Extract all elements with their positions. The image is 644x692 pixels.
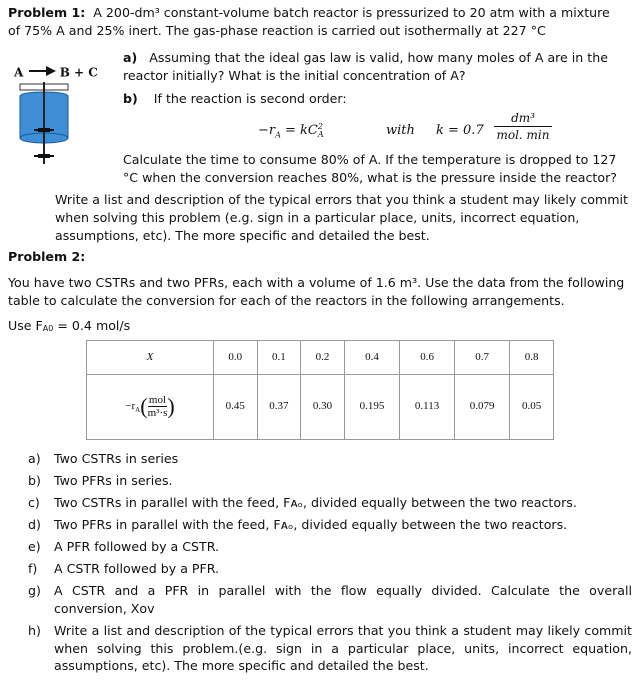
item-text: Two PFRs in parallel with the feed, Fᴀₒ, divided equally between the two reactors.: [54, 517, 568, 532]
item-text: A CSTR and a PFR in parallel with the flow equally divided. Calculate the overall conversion, Xᴏᴠ: [54, 583, 632, 616]
problem2-title: Problem 2:: [8, 249, 86, 264]
rate-value: 0.30: [301, 375, 345, 440]
k-equation: k = 0.7: [436, 123, 484, 138]
with-word: with: [386, 123, 415, 138]
k-units-num: dm³: [494, 110, 552, 127]
reaction-right: B + C: [59, 65, 98, 80]
item-text: Two CSTRs in parallel with the feed, Fᴀₒ, divided equally between the two reactors.: [54, 495, 577, 510]
part-b: [123, 90, 633, 108]
item-label: c): [28, 495, 40, 510]
rate-sub: A: [135, 406, 141, 415]
x-value: 0.4: [344, 341, 399, 375]
k-units: [494, 110, 552, 143]
x-value: 0.6: [400, 341, 455, 375]
rate-equation: [258, 122, 324, 144]
item-text: Two PFRs in series.: [54, 473, 173, 488]
fao-value: = 0.4 mol/s: [57, 318, 131, 333]
rate-value: 0.05: [510, 375, 554, 440]
item-text: A PFR followed by a CSTR.: [54, 539, 220, 554]
table-row-rate: [87, 375, 554, 440]
problem1-title: Problem 1:: [8, 5, 86, 20]
rate-data-table: [86, 340, 554, 440]
problem2-intro-line2: table to calculate the conversion for each of the reactors in the following arrangements.: [8, 293, 565, 308]
item-label: g): [28, 583, 41, 598]
rate-value: 0.195: [344, 375, 399, 440]
item-label: e): [28, 539, 41, 554]
item-text: A CSTR followed by a PFR.: [54, 561, 220, 576]
part-a-label: a): [123, 50, 138, 65]
rate-eq-sup: 2: [317, 121, 323, 131]
fao-line: [8, 317, 130, 338]
rate-prefix: −r: [125, 400, 136, 413]
problem1-intro-line2: of 75% A and 25% inert. The gas-phase reaction is carried out isothermally at 227 °C: [8, 23, 546, 38]
fao-prefix: Use F: [8, 318, 43, 333]
x-value: 0.8: [510, 341, 554, 375]
fao-sub: A0: [42, 324, 54, 333]
part-b-label: b): [123, 91, 138, 106]
rate-units-den: m³·s: [147, 407, 168, 420]
rate-value: 0.113: [400, 375, 455, 440]
rate-value: 0.45: [214, 375, 258, 440]
table-row-x: [87, 341, 554, 375]
rate-eq-lhs-sub: A: [275, 130, 281, 140]
item-label: b): [28, 473, 41, 488]
item-text: Two CSTRs in series: [54, 451, 179, 466]
batch-reactor-icon: [10, 82, 80, 173]
p1-errors-line1: Write a list and description of the typical errors that you think a student may likely commit: [55, 192, 628, 207]
rate-eq-lhs: −r: [258, 123, 276, 138]
part-a-line2: reactor initially? What is the initial concentration of A?: [123, 68, 466, 83]
rate-value: 0.079: [454, 375, 509, 440]
x-value: 0.1: [257, 341, 301, 375]
k-units-den: mol. min: [496, 128, 550, 142]
problem1-intro: [8, 4, 638, 22]
part-a-line1: Assuming that the ideal gas law is valid, how many moles of A are in the: [149, 50, 608, 65]
problem2-intro-line1: You have two CSTRs and two PFRs, each with a volume of 1.6 m³. Use the data from the following: [8, 275, 625, 290]
x-header: X: [87, 341, 214, 375]
calc-line1: Calculate the time to consume 80% of A. If the temperature is dropped to 127: [123, 152, 617, 167]
rate-units-num: mol: [148, 394, 167, 407]
reaction-left: A: [14, 65, 24, 80]
rate-header: $-r_A$( mol m³·s ): [87, 375, 214, 440]
item-text: Write a list and description of the typical errors that you think a student may likely commit when solving this problem.(e.g. sign in a particular place, units, incorrect equation, assumptions, etc). The more specific and detailed the best.: [54, 623, 632, 674]
x-value: 0.7: [454, 341, 509, 375]
rate-eq-rhs: = kC: [285, 123, 318, 138]
item-label: f): [28, 561, 38, 576]
rate-value: 0.37: [257, 375, 301, 440]
rate-eq-sub: A: [317, 129, 324, 139]
calc-line2: °C when the conversion reaches 80%, what is the pressure inside the reactor?: [123, 170, 617, 185]
reaction-arrow-icon: [28, 64, 56, 82]
item-label: h): [28, 623, 41, 638]
part-a: [123, 49, 633, 67]
reaction-equation: [14, 64, 98, 82]
problem1-intro-line1: A 200-dm³ constant-volume batch reactor is pressurized to 20 atm with a mixture: [93, 5, 610, 20]
x-value: 0.0: [214, 341, 258, 375]
x-value: 0.2: [301, 341, 345, 375]
p1-errors-line3: assumptions, etc). The more specific and detailed the best.: [55, 228, 430, 243]
item-label: a): [28, 451, 41, 466]
part-b-text: If the reaction is second order:: [153, 91, 347, 106]
item-label: d): [28, 517, 41, 532]
p1-errors-line2: when solving this problem (e.g. sign in a particular place, units, incorrect equation,: [55, 210, 580, 225]
